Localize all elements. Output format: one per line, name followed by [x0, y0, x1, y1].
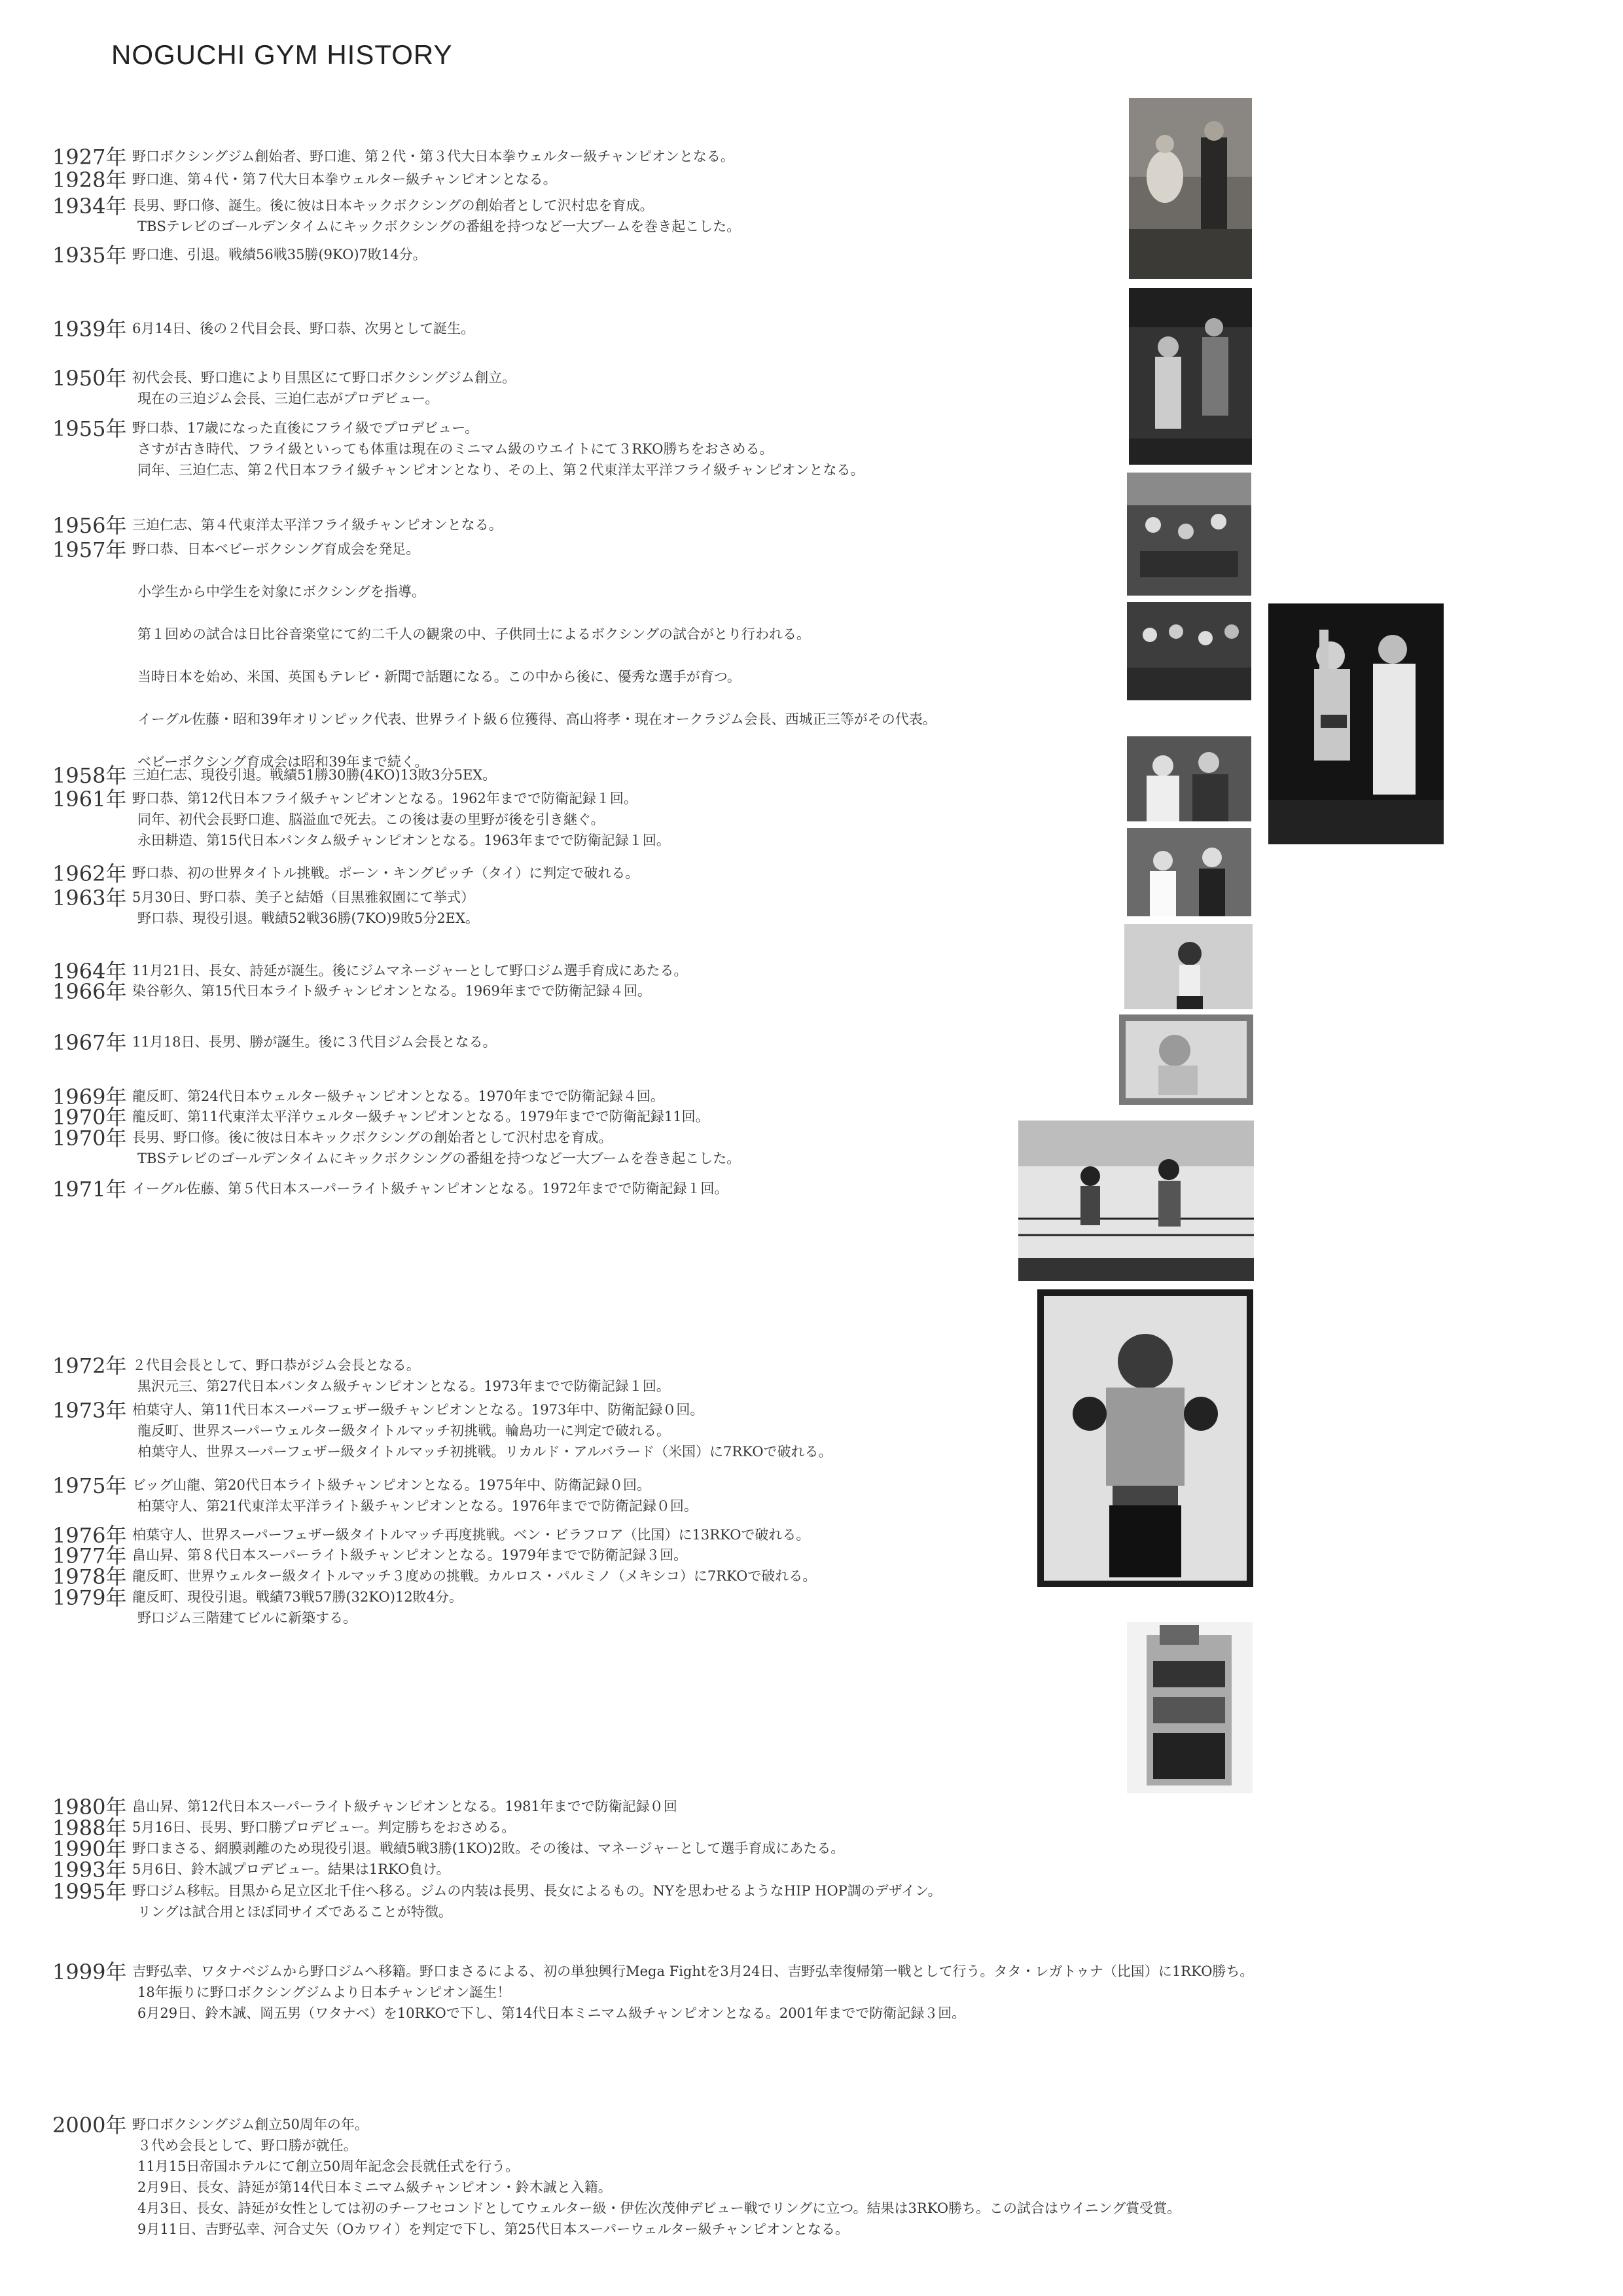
entry-text: ２代目会長として、野口恭がジム会長となる。	[132, 1357, 420, 1373]
entry-text: 染谷彰久、第15代日本ライト級チャンピオンとなる。1969年までで防衛記録４回。	[132, 983, 651, 999]
year-label: 1927年	[52, 145, 127, 170]
entry-text: 三迫仁志、第４代東洋太平洋フライ級チャンピオンとなる。	[132, 517, 503, 533]
boxer-portrait-photo	[1037, 1289, 1253, 1587]
entry-text: 18年振りに野口ボクシングジムより日本チャンピオン誕生！	[137, 1984, 511, 2000]
entry-text: 野口ジム移転。目黒から足立区北千住へ移る。ジムの内装は長男、長女によるもの。NYを思わせるようなHIP HOP調のデザイン。	[132, 1883, 942, 1899]
child-photo	[1124, 924, 1253, 1009]
year-label: 1980年	[52, 1795, 127, 1820]
gym-building-photo	[1127, 1622, 1253, 1793]
entry-text: 初代会長、野口進により目黒区にて野口ボクシングジム創立。	[132, 370, 516, 386]
year-label: 1967年	[52, 1030, 127, 1055]
entry-text: 小学生から中学生を対象にボクシングを指導。	[137, 584, 426, 600]
year-label: 1958年	[52, 763, 127, 788]
entry-text: 5月6日、鈴木誠プロデビュー。結果は1RKO負け。	[132, 1861, 450, 1877]
entry-text: 野口恭、日本ベビーボクシング育成会を発足。	[132, 541, 420, 557]
year-label: 1970年	[52, 1105, 127, 1130]
year-label: 1963年	[52, 886, 127, 910]
year-label: 1962年	[52, 861, 127, 886]
entry-text: 野口まさる、網膜剥離のため現役引退。戦績5戦3勝(1KO)2敗。その後は、マネージャーとして選手育成にあたる。	[132, 1840, 845, 1856]
year-label: 1956年	[52, 513, 127, 538]
entry-text: 5月16日、長男、野口勝プロデビュー。判定勝ちをおさめる。	[132, 1820, 516, 1835]
year-label: 1939年	[52, 317, 127, 342]
year-label: 1934年	[52, 194, 127, 219]
year-label: 1955年	[52, 416, 127, 441]
year-label: 1988年	[52, 1816, 127, 1840]
entry-text: 畠山昇、第12代日本スーパーライト級チャンピオンとなる。1981年までで防衛記録０回	[132, 1799, 677, 1814]
entry-text: ベビーボクシング育成会は昭和39年まで続く。	[137, 754, 429, 770]
year-label: 2000年	[52, 2113, 127, 2138]
year-label: 1971年	[52, 1177, 127, 1202]
page-title: NOGUCHI GYM HISTORY	[111, 39, 453, 70]
year-label: 1972年	[52, 1354, 127, 1378]
kids-photo-1	[1127, 473, 1251, 596]
year-label: 1993年	[52, 1857, 127, 1882]
gym-photo	[1129, 288, 1252, 465]
entry-text: 長男、野口修。後に彼は日本キックボクシングの創始者として沢村忠を育成。	[132, 1130, 613, 1145]
entry-text: 同年、初代会長野口進、脳溢血で死去。この後は妻の里野が後を引き継ぐ。	[137, 812, 605, 827]
year-label: 1970年	[52, 1126, 127, 1151]
year-label: 1973年	[52, 1398, 127, 1423]
fight-photo	[1018, 1121, 1254, 1281]
baby-photo	[1119, 1014, 1253, 1105]
entry-text: 野口恭、第12代日本フライ級チャンピオンとなる。1962年までで防衛記録１回。	[132, 791, 637, 806]
entry-text: 同年、三迫仁志、第２代日本フライ級チャンピオンとなり、その上、第２代東洋太平洋フライ級チャンピオンとなる。	[137, 462, 865, 478]
entry-text: 6月29日、鈴木誠、岡五男（ワタナベ）を10RKOで下し、第14代日本ミニマム級チャンピオンとなる。2001年までで防衛記録３回。	[137, 2005, 966, 2021]
entry-text: 柏葉守人、世界スーパーフェザー級タイトルマッチ初挑戦。リカルド・アルバラード（米国）に7RKOで破れる。	[137, 1444, 832, 1460]
entry-text: 野口ジム三階建てビルに新築する。	[137, 1610, 357, 1626]
entry-text: 永田耕造、第15代日本バンタム級チャンピオンとなる。1963年までで防衛記録１回。	[137, 833, 670, 848]
entry-text: 龍反町、現役引退。戦績73戦57勝(32KO)12敗4分。	[132, 1589, 463, 1605]
entry-text: イーグル佐藤、第５代日本スーパーライト級チャンピオンとなる。1972年までで防衛記録１回。	[132, 1181, 728, 1196]
year-label: 1964年	[52, 959, 127, 984]
entry-text: 黒沢元三、第27代日本バンタム級チャンピオンとなる。1973年までで防衛記録１回。	[137, 1378, 670, 1394]
year-label: 1977年	[52, 1543, 127, 1568]
entry-text: リングは試合用とほぼ同サイズであることが特徴。	[137, 1904, 452, 1920]
entry-text: 野口ボクシングジム創立50周年の年。	[132, 2117, 368, 2132]
entry-text: 龍反町、世界スーパーウェルター級タイトルマッチ初挑戦。輪島功一に判定で破れる。	[137, 1423, 670, 1439]
entry-text: 6月14日、後の２代目会長、野口恭、次男として誕生。	[132, 321, 475, 336]
entry-text: 野口恭、17歳になった直後にフライ級でプロデビュー。	[132, 420, 479, 436]
kids-photo-2	[1127, 602, 1251, 700]
entry-text: 吉野弘幸、ワタナベジムから野口ジムへ移籍。野口まさるによる、初の単独興行Mega Fightを3月24日、吉野弘幸復帰第一戦として行う。タタ・レガトゥナ（比国）に1RKO勝ち。	[132, 1964, 1254, 1979]
entry-text: ３代め会長として、野口勝が就任。	[137, 2138, 357, 2153]
entry-text: TBSテレビのゴールデンタイムにキックボクシングの番組を持つなど一大ブームを巻き起こした。	[137, 1151, 741, 1166]
entry-text: 第１回めの試合は日比谷音楽堂にて約二千人の観衆の中、子供同士によるボクシングの試合がとり行われる。	[137, 626, 811, 642]
entry-text: ビッグ山龍、第20代日本ライト級チャンピオンとなる。1975年中、防衛記録０回。	[132, 1477, 651, 1493]
year-label: 1995年	[52, 1879, 127, 1904]
entry-text: TBSテレビのゴールデンタイムにキックボクシングの番組を持つなど一大ブームを巻き起こした。	[137, 219, 741, 234]
victory-photo	[1268, 603, 1444, 844]
year-label: 1999年	[52, 1960, 127, 1984]
entry-text: 野口ボクシングジム創始者、野口進、第２代・第３代大日本拳ウェルター級チャンピオンとなる。	[132, 149, 734, 164]
entry-text: 野口進、引退。戦績56戦35勝(9KO)7敗14分。	[132, 247, 427, 262]
entry-text: 龍反町、第24代日本ウェルター級チャンピオンとなる。1970年までで防衛記録４回。	[132, 1088, 664, 1104]
year-label: 1928年	[52, 168, 127, 192]
year-label: 1979年	[52, 1585, 127, 1610]
year-label: 1978年	[52, 1564, 127, 1589]
year-label: 1969年	[52, 1085, 127, 1109]
year-label: 1976年	[52, 1523, 127, 1548]
entry-text: 柏葉守人、第21代東洋太平洋ライト級チャンピオンとなる。1976年までで防衛記録０回。	[137, 1498, 698, 1514]
entry-text: 畠山昇、第８代日本スーパーライト級チャンピオンとなる。1979年までで防衛記録３回。	[132, 1547, 688, 1563]
year-label: 1957年	[52, 537, 127, 562]
year-label: 1961年	[52, 787, 127, 812]
entry-text: 9月11日、吉野弘幸、河合丈矢（Oカワイ）を判定で下し、第25代日本スーパーウェルター級チャンピオンとなる。	[137, 2221, 849, 2237]
entry-text: 11月15日帝国ホテルにて創立50周年記念会長就任式を行う。	[137, 2159, 520, 2174]
ring-corner-photo	[1127, 736, 1251, 821]
entry-text: 長男、野口修、誕生。後に彼は日本キックボクシングの創始者として沢村忠を育成。	[132, 198, 654, 213]
entry-text: 野口恭、初の世界タイトル挑戦。ポーン・キングピッチ（タイ）に判定で破れる。	[132, 865, 639, 881]
entry-text: イーグル佐藤・昭和39年オリンピック代表、世界ライト級６位獲得、高山将孝・現在オークラジム会長、西城正三等がその代表。	[137, 711, 936, 727]
entry-text: 野口恭、現役引退。戦績52戦36勝(7KO)9敗5分2EX。	[137, 910, 479, 926]
entry-text: 5月30日、野口恭、美子と結婚（目黒雅叙園にて挙式）	[132, 889, 475, 905]
entry-text: さすが古き時代、フライ級といっても体重は現在のミニマム級のウエイトにて３RKO勝ちをおさめる。	[137, 441, 774, 457]
entry-text: 当時日本を始め、米国、英国もテレビ・新聞で話題になる。この中から後に、優秀な選手が育つ。	[137, 669, 741, 685]
entry-text: 11月21日、長女、詩延が誕生。後にジムマネージャーとして野口ジム選手育成にあたる。	[132, 963, 688, 978]
entry-text: 野口進、第４代・第７代大日本拳ウェルター級チャンピオンとなる。	[132, 171, 557, 187]
year-label: 1950年	[52, 366, 127, 391]
year-label: 1935年	[52, 243, 127, 268]
year-label: 1975年	[52, 1473, 127, 1498]
entry-text: 現在の三迫ジム会長、三迫仁志がプロデビュー。	[137, 391, 439, 406]
entry-text: 4月3日、長女、詩延が女性としては初のチーフセコンドとしてウェルター級・伊佐次茂伸デビュー戦でリングに立つ。結果は3RKO勝ち。この試合はウイニング賞受賞。	[137, 2200, 1181, 2216]
entry-text: 柏葉守人、世界スーパーフェザー級タイトルマッチ再度挑戦。ベン・ビラフロア（比国）に13RKOで破れる。	[132, 1527, 810, 1543]
year-label: 1990年	[52, 1837, 127, 1861]
entry-text: 2月9日、長女、詩延が第14代日本ミニマム級チャンピオン・鈴木誠と入籍。	[137, 2179, 612, 2195]
year-label: 1966年	[52, 979, 127, 1004]
entry-text: 三迫仁志、現役引退。戦績51勝30勝(4KO)13敗3分5EX。	[132, 767, 497, 783]
entry-text: 龍反町、第11代東洋太平洋ウェルター級チャンピオンとなる。1979年までで防衛記録11回。	[132, 1109, 709, 1124]
family-photo	[1129, 98, 1252, 279]
entry-text: 龍反町、世界ウェルター級タイトルマッチ３度めの挑戦。カルロス・パルミノ（メキシコ）に7RKOで破れる。	[132, 1568, 817, 1584]
entry-text: 11月18日、長男、勝が誕生。後に３代目ジム会長となる。	[132, 1034, 497, 1050]
entry-text: 柏葉守人、第11代日本スーパーフェザー級チャンピオンとなる。1973年中、防衛記録０回。	[132, 1402, 704, 1418]
boxers-photo	[1127, 828, 1251, 916]
